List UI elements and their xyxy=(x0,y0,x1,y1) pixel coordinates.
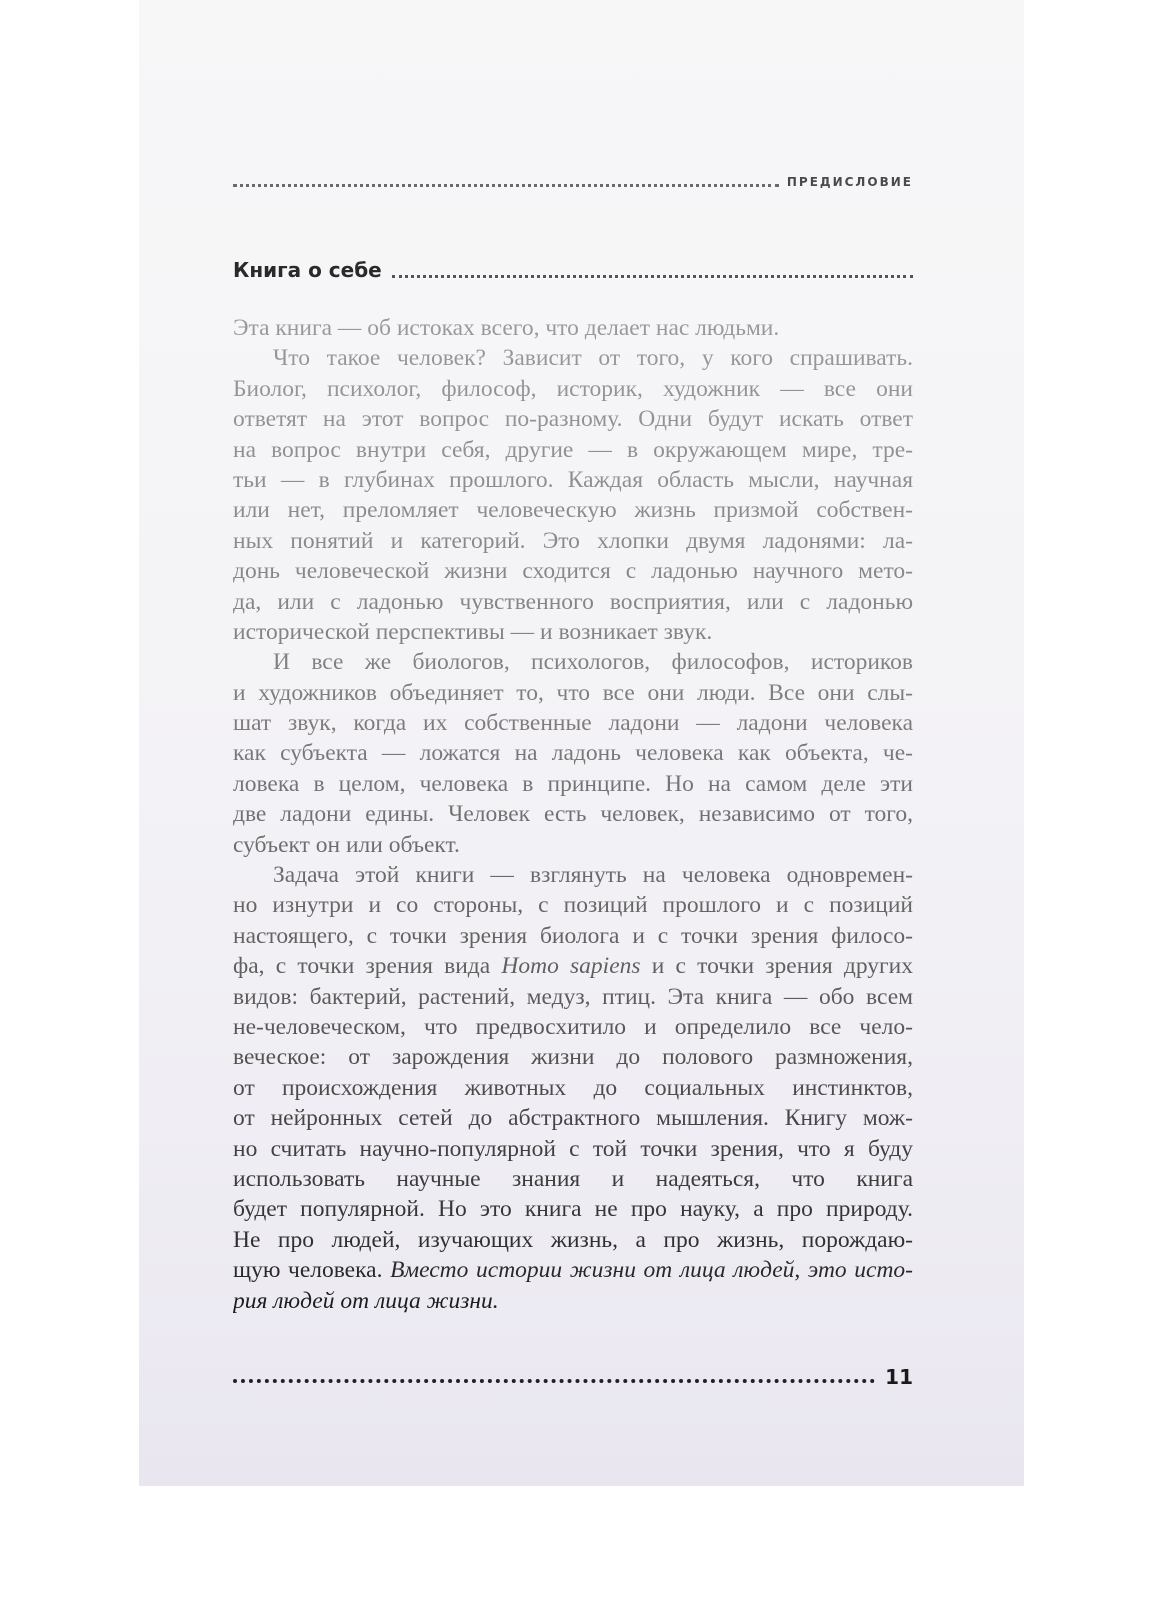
text-line xyxy=(233,1225,913,1255)
text-line xyxy=(233,890,913,920)
line-text: от происхождения животных до социальных инстинктов, xyxy=(233,1074,913,1101)
line-text: Не про людей, изучающих жизнь, а про жизнь, порождаю- xyxy=(233,1226,913,1253)
text-line xyxy=(233,435,913,465)
text-line xyxy=(233,1103,913,1133)
line-text: на вопрос внутри себя, другие — в окружающем мире, тре- xyxy=(233,436,913,463)
text-line xyxy=(233,1012,913,1042)
line-text: или нет, преломляет человеческую жизнь призмой собствен- xyxy=(233,497,913,524)
line-text: шат звук, когда их собственные ладони — ладони человека xyxy=(233,710,913,737)
line-text: от нейронных сетей до абстрактного мышления. Книгу мож- xyxy=(233,1105,913,1132)
text-line xyxy=(233,769,913,799)
line-text: веческое: от зарождения жизни до полового размножения, xyxy=(233,1044,913,1071)
line-text: не-человеческом, что предвосхитило и определило все чело- xyxy=(233,1013,913,1040)
body-text xyxy=(233,313,913,1316)
line-text: донь человеческой жизни сходится с ладонью научного мето- xyxy=(233,558,913,585)
text-line xyxy=(233,1073,913,1103)
line-text: Биолог, психолог, философ, историк, художник — все они xyxy=(233,375,913,402)
text-line xyxy=(233,587,913,617)
text-line xyxy=(233,374,913,404)
text-line xyxy=(233,951,913,981)
text-line xyxy=(233,982,913,1012)
text-line xyxy=(233,343,913,373)
line-text-continued: и с точки зрения других xyxy=(640,953,913,980)
text-line xyxy=(233,678,913,708)
text-line xyxy=(233,860,913,890)
running-head xyxy=(233,172,913,192)
line-text: фа, с точки зрения вида xyxy=(233,953,502,980)
text-line xyxy=(233,1164,913,1194)
line-italic-text: Homo sapiens xyxy=(501,953,641,980)
line-text: но считать научно-популярной с той точки зрения, что я буду xyxy=(233,1135,913,1162)
text-line xyxy=(233,465,913,495)
section-heading xyxy=(233,255,913,285)
text-line xyxy=(233,1194,913,1224)
running-head-leader xyxy=(233,184,779,187)
line-text: ных понятий и категорий. Это хлопки двумя ладонями: ла- xyxy=(233,527,913,554)
text-line xyxy=(233,526,913,556)
text-line xyxy=(233,313,913,343)
line-text: настоящего, с точки зрения биолога и с точки зрения филосо- xyxy=(233,922,913,949)
line-text: субъект он или объект. xyxy=(233,831,460,858)
page-footer xyxy=(233,1365,913,1389)
line-text: использовать научные знания и надеяться, что книга xyxy=(233,1165,913,1192)
text-line xyxy=(233,556,913,586)
text-line xyxy=(233,1134,913,1164)
line-text: ответят на этот вопрос по-разному. Одни будут искать ответ xyxy=(233,406,913,433)
text-line xyxy=(233,921,913,951)
line-italic-text: Вместо истории жизни от лица людей, это исто- xyxy=(390,1257,914,1284)
line-italic-text: рия людей от лица жизни. xyxy=(233,1287,499,1314)
section-title: Книга о себе xyxy=(233,258,382,282)
text-line xyxy=(233,647,913,677)
text-line xyxy=(233,1286,913,1316)
text-line xyxy=(233,738,913,768)
line-text: Задача этой книги — взглянуть на человека одновремен- xyxy=(273,862,913,889)
text-line xyxy=(233,495,913,525)
text-line xyxy=(233,1042,913,1072)
line-text: щую человека. xyxy=(233,1257,391,1284)
text-line xyxy=(233,708,913,738)
page-number: 11 xyxy=(885,1365,913,1389)
line-text: исторической перспективы — и возникает звук. xyxy=(233,618,713,645)
line-text: ловека в целом, человека в принципе. Но на самом деле эти xyxy=(233,770,913,797)
line-text: но изнутри и со стороны, с позиций прошлого и с позиций xyxy=(233,892,913,919)
running-head-label: ПРЕДИСЛОВИЕ xyxy=(786,175,913,189)
line-text: да, или с ладонью чувственного восприятия, или с ладонью xyxy=(233,588,913,615)
line-text: две ладони едины. Человек есть человек, независимо от того, xyxy=(233,801,913,828)
footer-leader xyxy=(233,1379,875,1383)
text-line xyxy=(233,617,913,647)
text-line xyxy=(233,1255,913,1285)
line-text: И все же биологов, психологов, философов, историков xyxy=(273,649,913,676)
section-title-leader xyxy=(392,275,913,278)
line-text: как субъекта — ложатся на ладонь человека как объекта, че- xyxy=(233,740,913,767)
text-line xyxy=(233,404,913,434)
line-text: и художников объединяет то, что все они люди. Все они слы- xyxy=(233,679,913,706)
line-text: Эта книга — об истоках всего, что делает нас людьми. xyxy=(233,315,780,341)
text-line xyxy=(233,830,913,860)
line-text: видов: бактерий, растений, медуз, птиц. Эта книга — обо всем xyxy=(233,983,913,1010)
line-text: будет популярной. Но это книга не про науку, а про природу. xyxy=(233,1196,913,1223)
line-text: тьи — в глубинах прошлого. Каждая область мысли, научная xyxy=(233,466,913,493)
line-text: Что такое человек? Зависит от того, у кого спрашивать. xyxy=(273,345,913,372)
text-line xyxy=(233,799,913,829)
